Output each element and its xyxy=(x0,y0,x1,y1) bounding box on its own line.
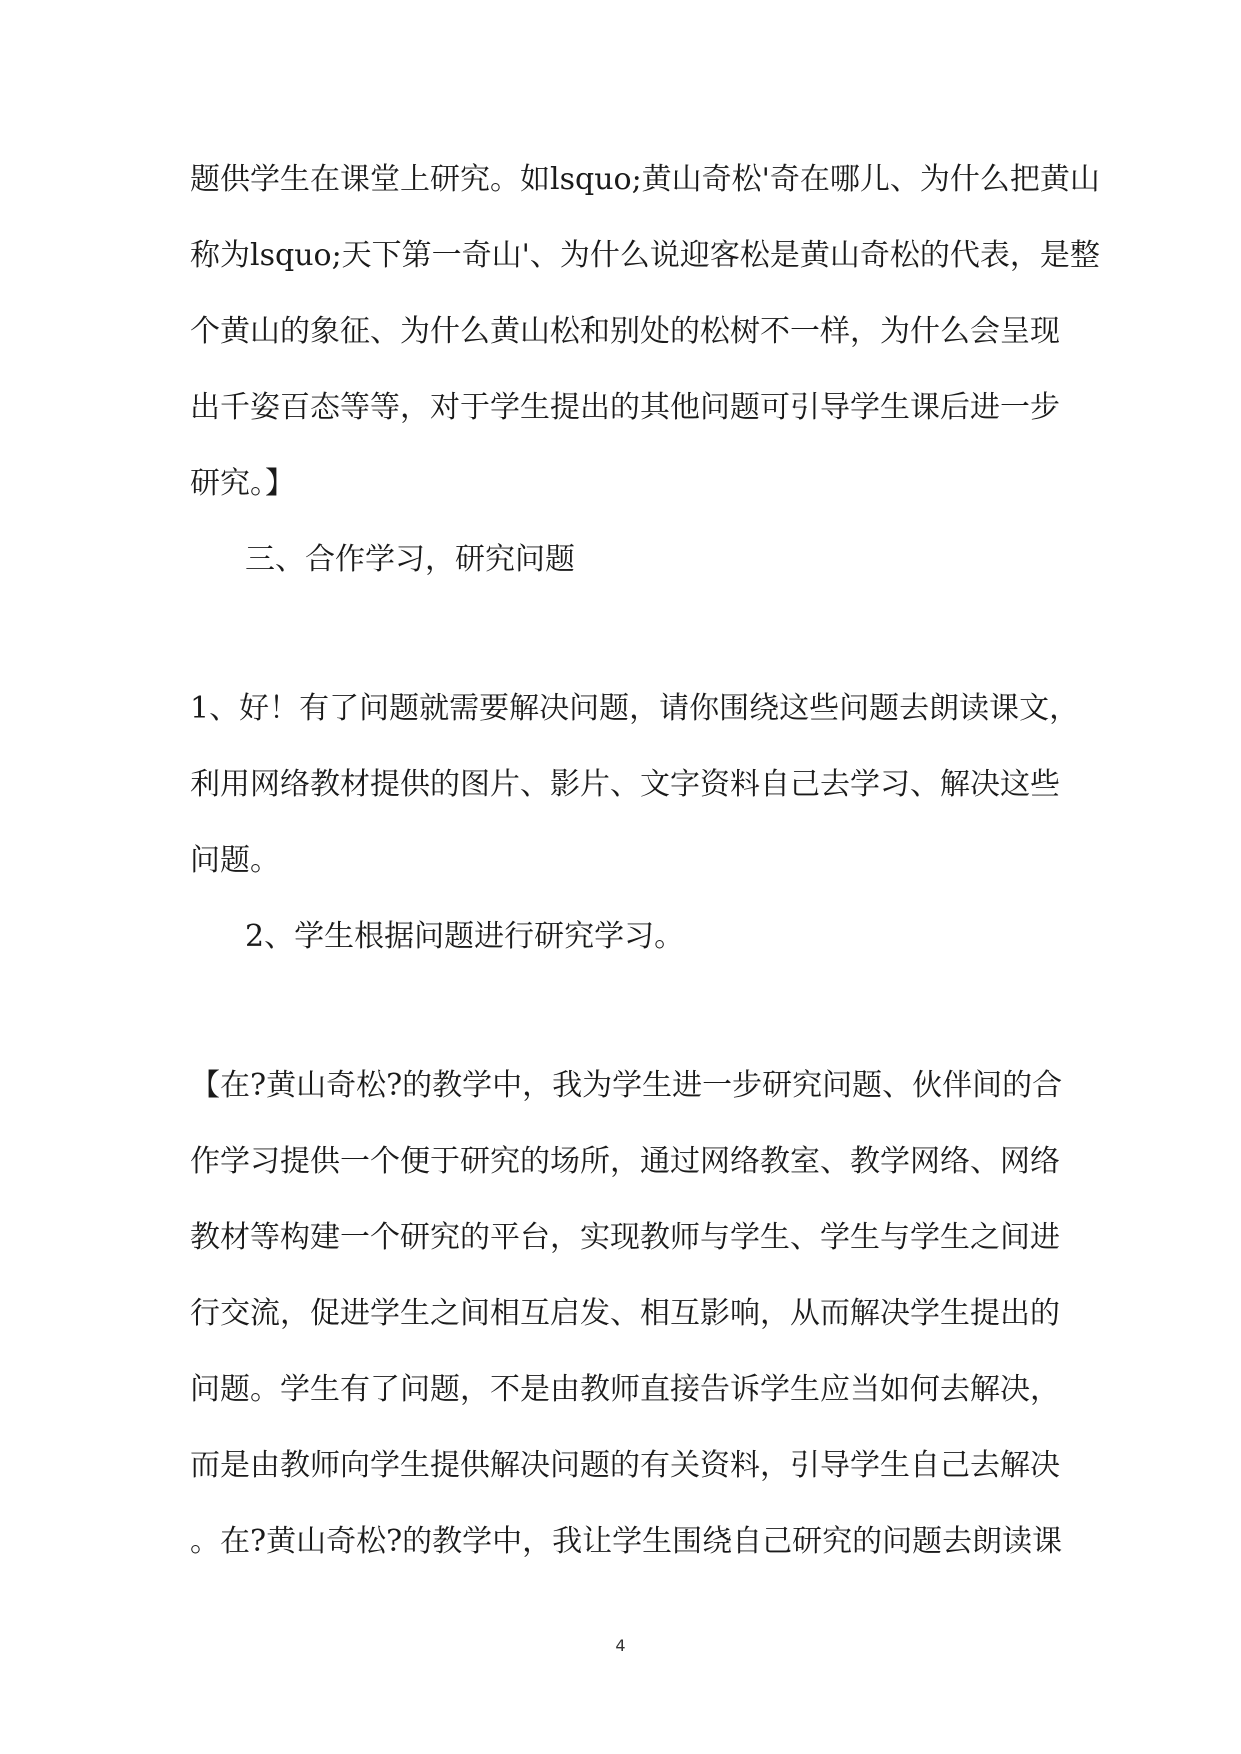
page-number: 4 xyxy=(615,1636,626,1655)
text-line: 1、好！有了问题就需要解决问题，请你围绕这些问题去朗读课文， xyxy=(190,691,1080,726)
text-line: 利用网络教材提供的图片、影片、文字资料自己去学习、解决这些 xyxy=(190,767,1060,802)
text-line: 称为lsquo;天下第一奇山'、为什么说迎客松是黄山奇松的代表，是整 xyxy=(190,238,1100,273)
text-line: 行交流，促进学生之间相互启发、相互影响，从而解决学生提出的 xyxy=(190,1296,1060,1331)
text-line: 题供学生在课堂上研究。如lsquo;黄山奇松'奇在哪儿、为什么把黄山 xyxy=(190,162,1100,197)
text-line: 教材等构建一个研究的平台，实现教师与学生、学生与学生之间进 xyxy=(190,1220,1060,1255)
text-line: 研究。】 xyxy=(190,466,295,501)
text-line: 作学习提供一个便于研究的场所，通过网络教室、教学网络、网络 xyxy=(190,1144,1060,1179)
text-line: 2、学生根据问题进行研究学习。 xyxy=(245,919,685,954)
text-line: 【在?黄山奇松?的教学中，我为学生进一步研究问题、伙伴间的合 xyxy=(190,1068,1063,1103)
text-line: 而是由教师向学生提供解决问题的有关资料，引导学生自己去解决 xyxy=(190,1448,1060,1483)
text-line: 问题。学生有了问题，不是由教师直接告诉学生应当如何去解决， xyxy=(190,1372,1060,1407)
text-line: 个黄山的象征、为什么黄山松和别处的松树不一样，为什么会呈现 xyxy=(190,314,1060,349)
text-line: 出千姿百态等等，对于学生提出的其他问题可引导学生课后进一步 xyxy=(190,390,1060,425)
text-line: 。在?黄山奇松?的教学中，我让学生围绕自己研究的问题去朗读课 xyxy=(190,1524,1063,1559)
section-heading: 三、合作学习，研究问题 xyxy=(245,542,575,577)
text-line: 问题。 xyxy=(190,843,280,878)
